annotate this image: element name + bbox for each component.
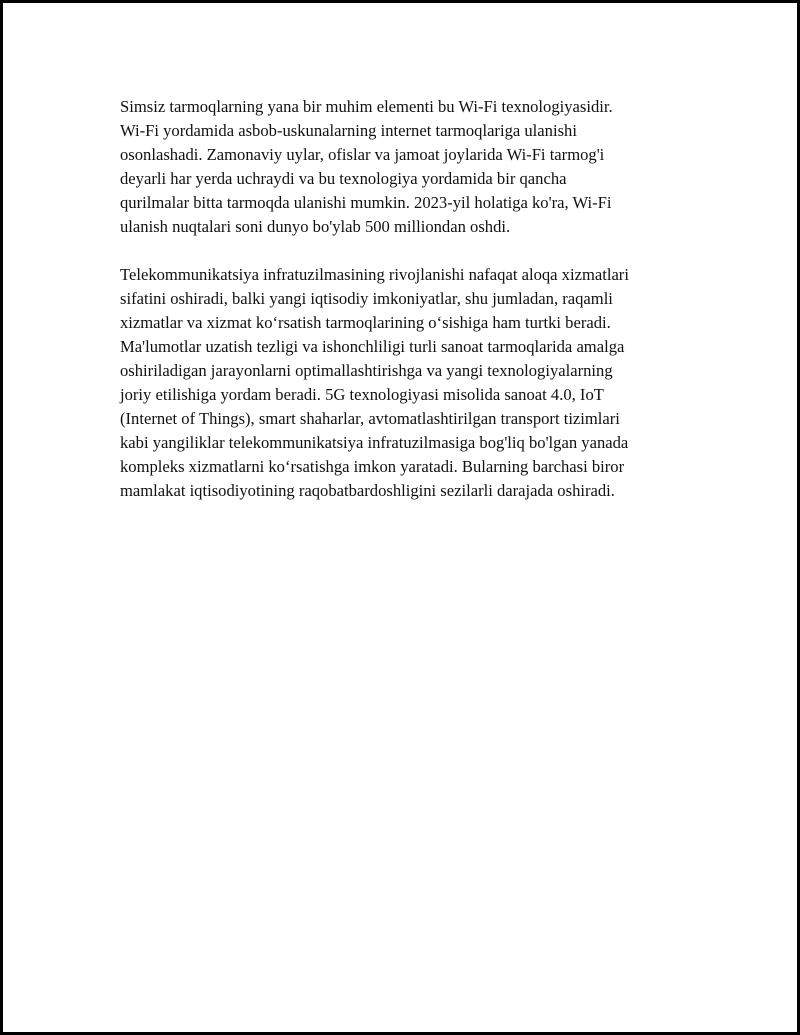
text-line: kompleks xizmatlarni koʻrsatishga imkon yaratadi. Bularning barchasi biror (120, 457, 625, 476)
text-line: ulanish nuqtalari soni dunyo bo'ylab 500 milliondan oshdi. (120, 217, 511, 236)
text-line: kabi yangiliklar telekommunikatsiya infratuzilmasiga bog'liq bo'lgan yanada (120, 433, 629, 452)
document-body (120, 95, 710, 527)
text-line: mamlakat iqtisodiyotining raqobatbardoshligini sezilarli darajada oshiradi. (120, 481, 615, 500)
text-line: sifatini oshiradi, balki yangi iqtisodiy imkoniyatlar, shu jumladan, raqamli (120, 289, 613, 308)
text-line: Ma'lumotlar uzatish tezligi va ishonchliligi turli sanoat tarmoqlarida amalga (120, 337, 625, 356)
text-line: joriy etilishiga yordam beradi. 5G texnologiyasi misolida sanoat 4.0, IoT (120, 385, 604, 404)
text-line: Wi-Fi yordamida asbob-uskunalarning internet tarmoqlariga ulanishi (120, 121, 577, 140)
text-line: Telekommunikatsiya infratuzilmasining rivojlanishi nafaqat aloqa xizmatlari (120, 265, 629, 284)
paragraph-wifi (120, 95, 710, 239)
paragraph-telecom (120, 263, 710, 503)
text-line: (Internet of Things), smart shaharlar, avtomatlashtirilgan transport tizimlari (120, 409, 620, 428)
text-line: osonlashadi. Zamonaviy uylar, ofislar va jamoat joylarida Wi-Fi tarmog'i (120, 145, 605, 164)
text-line: Simsiz tarmoqlarning yana bir muhim elementi bu Wi-Fi texnologiyasidir. (120, 97, 613, 116)
text-line: oshiriladigan jarayonlarni optimallashtirishga va yangi texnologiyalarning (120, 361, 613, 380)
text-line: deyarli har yerda uchraydi va bu texnologiya yordamida bir qancha (120, 169, 567, 188)
text-line: xizmatlar va xizmat koʻrsatish tarmoqlarining oʻsishiga ham turtki beradi. (120, 313, 611, 332)
text-line: qurilmalar bitta tarmoqda ulanishi mumkin. 2023-yil holatiga ko'ra, Wi-Fi (120, 193, 612, 212)
